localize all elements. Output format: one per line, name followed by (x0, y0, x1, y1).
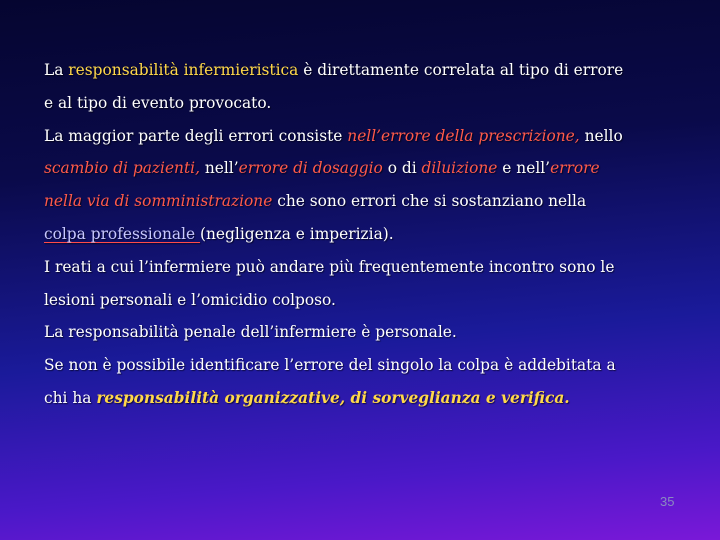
text-run: (negligenza e imperizia). (200, 224, 394, 243)
line-2: e al tipo di evento provocato. (44, 93, 272, 112)
text-run: nello (579, 126, 623, 145)
line-1 (44, 54, 684, 87)
slide-body-text (44, 54, 684, 415)
text-run: nell’ (199, 159, 239, 178)
highlight-colpa-professionale: colpa professionale (44, 224, 201, 243)
highlight-dosaggio: errore di dosaggio (238, 159, 383, 178)
highlight-diluizione: diluizione (421, 159, 498, 178)
highlight-scambio: scambio di pazienti, (44, 159, 200, 178)
text-run: La (44, 61, 69, 79)
text-run: chi ha (44, 388, 97, 407)
text-run: e nell’ (497, 159, 551, 178)
line-4 (44, 152, 684, 185)
page-number: 35 (660, 494, 675, 509)
highlight-responsabilita: responsabilità infermieristica (68, 61, 299, 79)
line-10: Se non è possibile identificare l’errore del singolo la colpa è addebitata a (44, 356, 616, 375)
highlight-responsabilita-organizzative: responsabilità organizzative, di sorveglianza e verifica. (96, 388, 570, 407)
highlight-prescrizione: nell’errore della prescrizione, (347, 126, 580, 145)
line-11 (44, 382, 684, 415)
text-run: che sono errori che si sostanziano nella (272, 192, 587, 211)
text-run: La maggior parte degli errori consiste (44, 126, 348, 145)
line-6 (44, 218, 684, 251)
line-7: I reati a cui l’infermiere può andare più frequentemente incontro sono le (44, 257, 615, 276)
line-9: La responsabilità penale dell’infermiere è personale. (44, 323, 457, 342)
highlight-somministrazione: nella via di somministrazione (44, 192, 273, 211)
line-3 (44, 120, 684, 153)
line-8: lesioni personali e l’omicidio colposo. (44, 290, 336, 309)
text-run: o di (382, 159, 422, 178)
line-5 (44, 185, 684, 218)
highlight-errore: errore (550, 159, 600, 178)
text-run: è direttamente correlata al tipo di errore (298, 61, 624, 79)
